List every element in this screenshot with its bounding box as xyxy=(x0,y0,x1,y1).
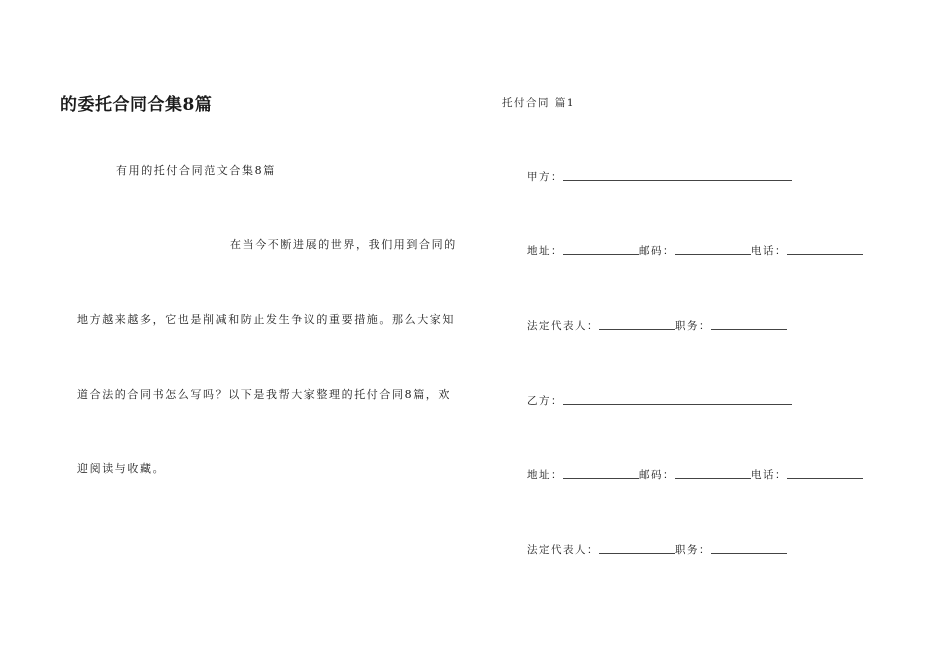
legal-rep-label: 法定代表人： xyxy=(527,320,599,332)
postcode-label: 邮码： xyxy=(639,469,675,481)
legal-rep-blank xyxy=(599,328,675,330)
phone-label: 电话： xyxy=(751,469,787,481)
position-blank xyxy=(711,328,787,330)
paragraph-line-4: 迎阅读与收藏。 xyxy=(77,462,166,475)
party-a-row xyxy=(527,169,792,184)
position-blank xyxy=(711,552,787,554)
legal-rep-blank xyxy=(599,552,675,554)
paragraph-line-3: 道合法的合同书怎么写吗？以下是我帮大家整理的托付合同8篇，欢 xyxy=(77,388,451,401)
contract-heading: 托付合同 篇1 xyxy=(502,97,576,109)
paragraph-line-2: 地方越来越多，它也是削减和防止发生争议的重要措施。那么大家知 xyxy=(77,313,455,326)
phone-blank xyxy=(787,477,863,479)
document-subtitle: 有用的托付合同范文合集8篇 xyxy=(116,164,276,177)
party-a-legal-rep-row xyxy=(527,318,787,333)
party-b-label: 乙方： xyxy=(527,395,563,407)
document-title: 的委托合同合集8篇 xyxy=(60,95,213,115)
phone-blank xyxy=(787,253,863,255)
address-blank xyxy=(563,253,639,255)
party-a-address-row xyxy=(527,243,863,258)
postcode-blank xyxy=(675,477,751,479)
party-b-legal-rep-row xyxy=(527,542,787,557)
party-b-address-row xyxy=(527,467,863,482)
address-label: 地址： xyxy=(527,245,563,257)
party-a-label: 甲方： xyxy=(527,171,563,183)
address-blank xyxy=(563,477,639,479)
legal-rep-label: 法定代表人： xyxy=(527,544,599,556)
postcode-label: 邮码： xyxy=(639,245,675,257)
position-label: 职务： xyxy=(675,320,711,332)
address-label: 地址： xyxy=(527,469,563,481)
party-b-blank xyxy=(563,403,792,405)
paragraph-line-1: 在当今不断进展的世界，我们用到合同的 xyxy=(230,238,457,251)
party-a-blank xyxy=(563,179,792,181)
party-b-row xyxy=(527,393,792,408)
position-label: 职务： xyxy=(675,544,711,556)
phone-label: 电话： xyxy=(751,245,787,257)
postcode-blank xyxy=(675,253,751,255)
